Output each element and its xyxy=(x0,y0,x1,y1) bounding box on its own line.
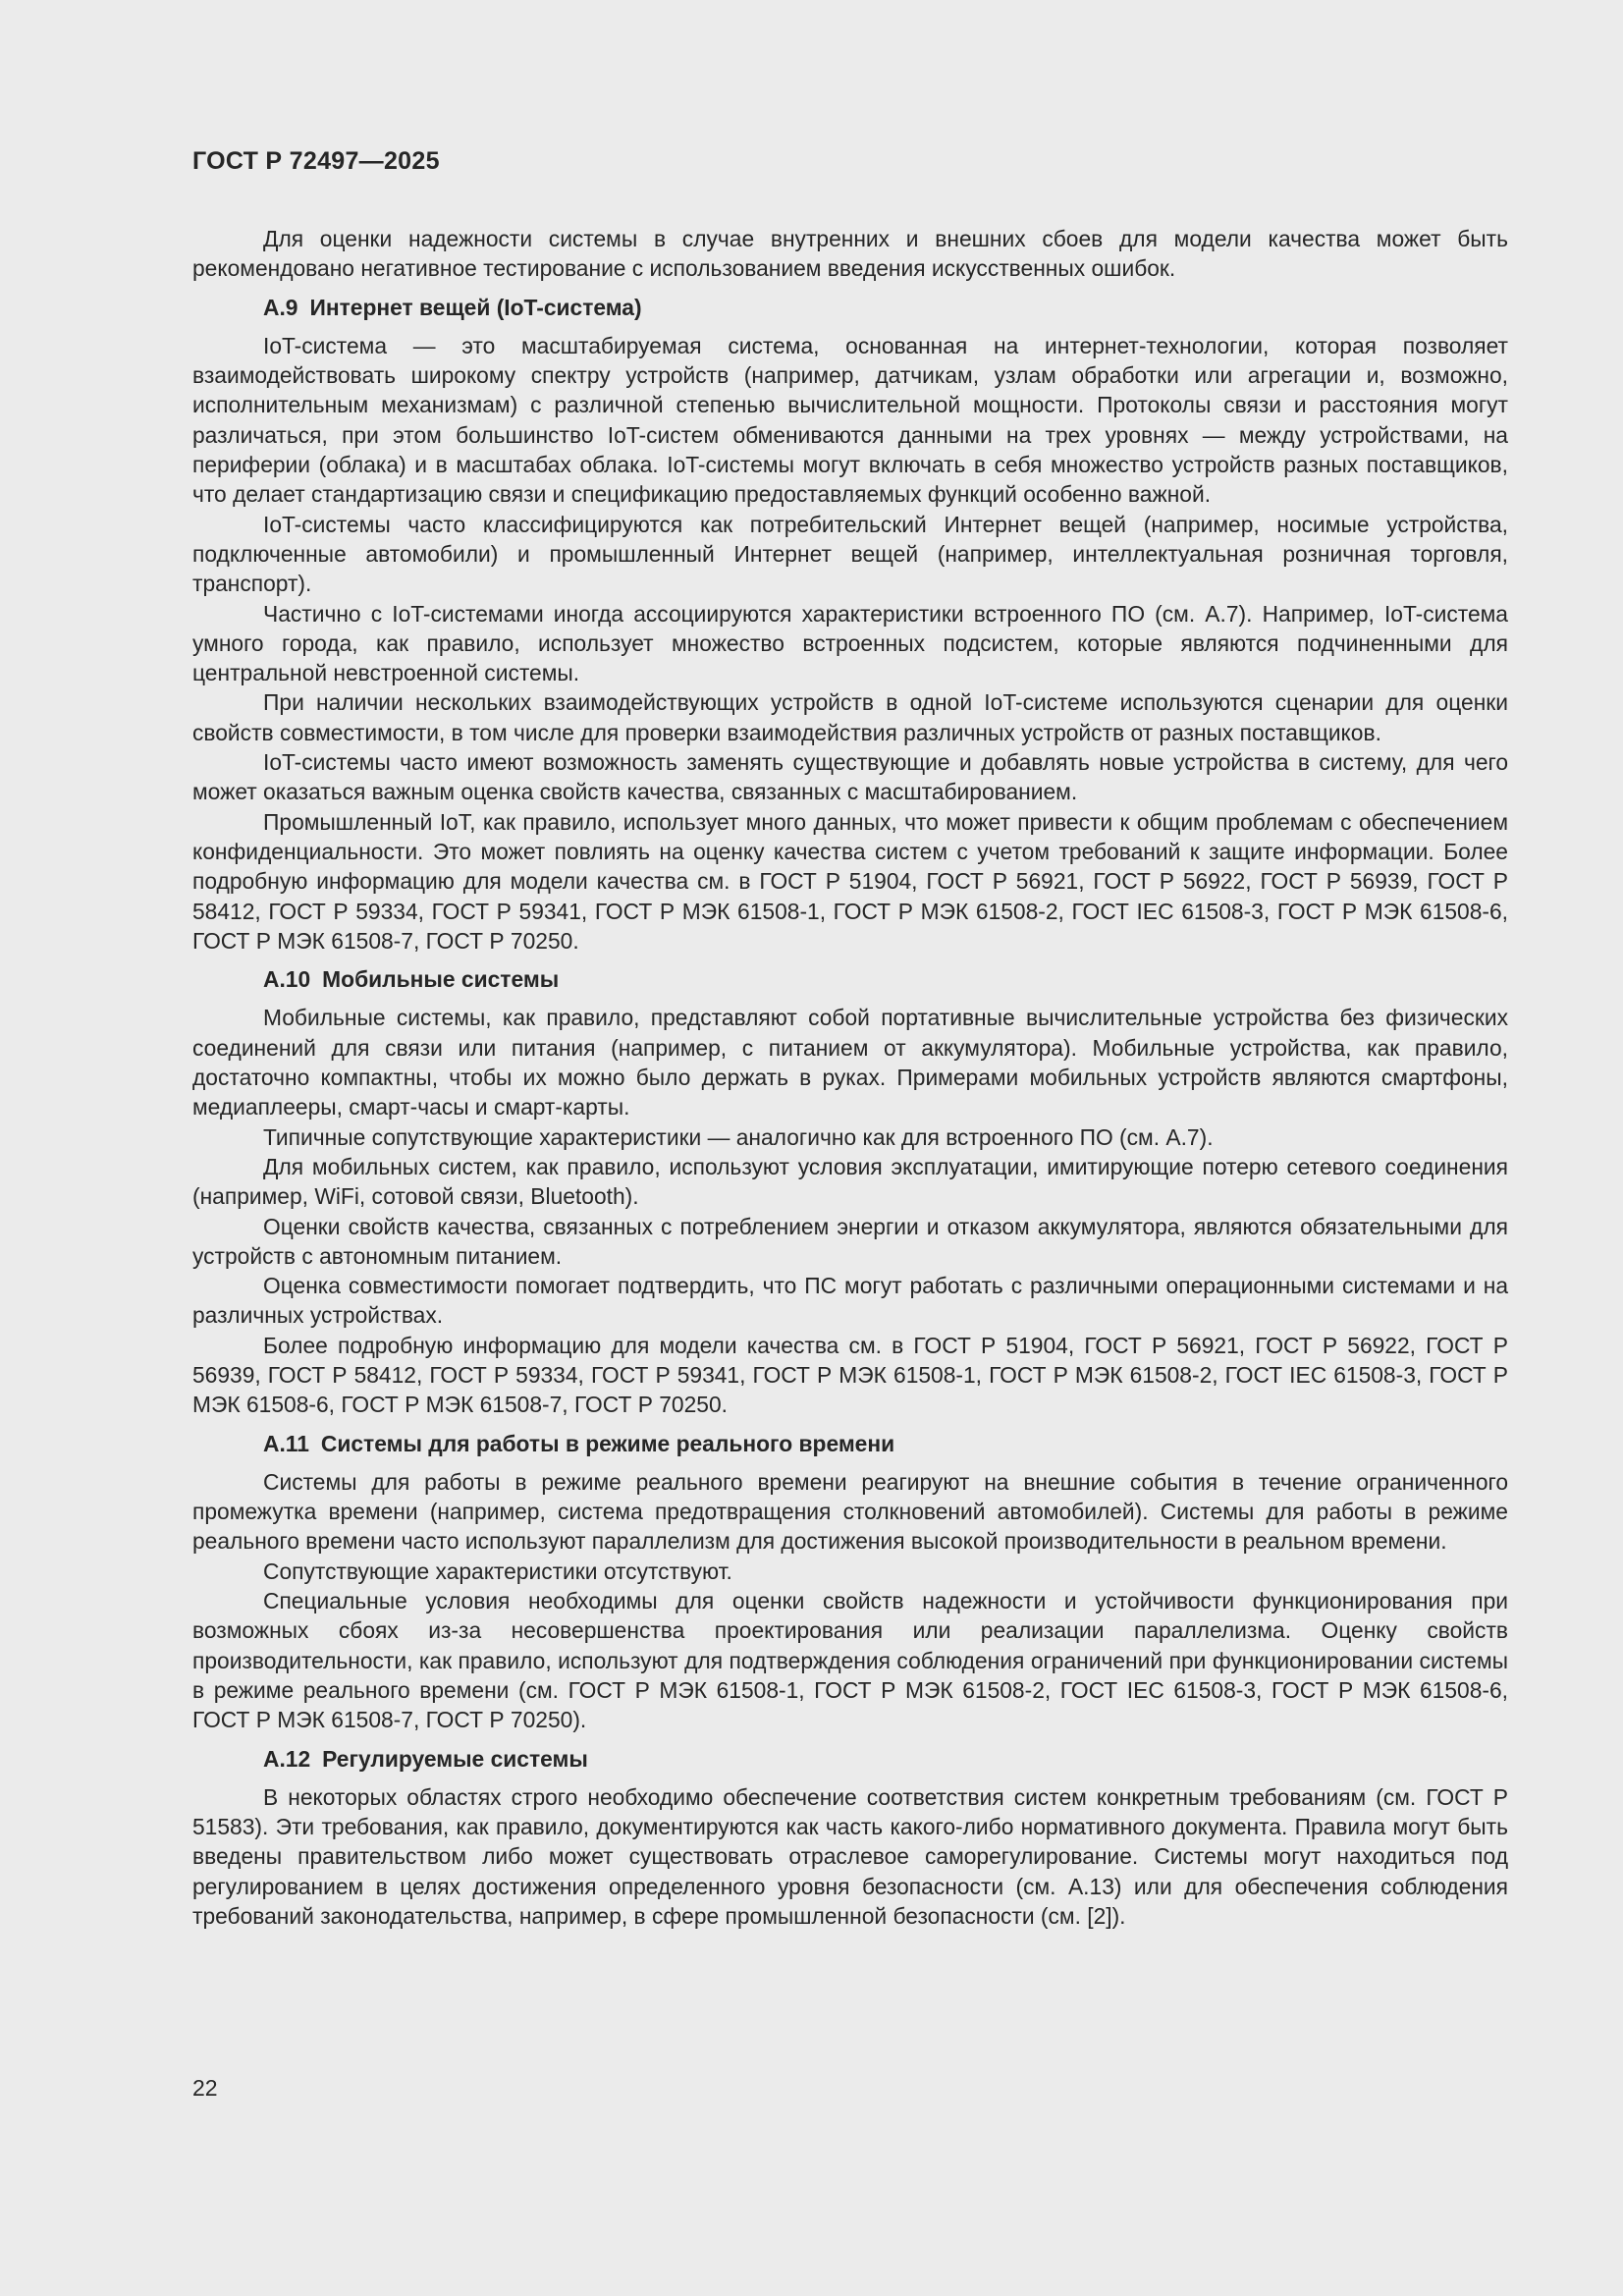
section-heading-a11 xyxy=(263,1429,1508,1458)
section-paragraph: Частично с IoT-системами иногда ассоциируются характеристики встроенного ПО (см. А.7). Например, IoT-система умного города, как правило, использует множество встроенных подсистем, которые являются подчиненными для центральной невстроенной системы. xyxy=(192,600,1508,686)
section-paragraph: В некоторых областях строго необходимо обеспечение соответствия систем конкретным требованиям (см. ГОСТ Р 51583). Эти требования, как правило, документируются как часть какого-либо нормативного документа. Правила могут быть введены правительством либо может существовать отраслевое саморегулирование. Системы могут находиться под регулированием в целях достижения определенного уровня безопасности (см. А.13) или для обеспечения соблюдения требований законодательства, например, в сфере промышленной безопасности (см. [2]). xyxy=(192,1783,1508,1930)
section-heading-a12 xyxy=(263,1744,1508,1774)
section-paragraph: Более подробную информацию для модели качества см. в ГОСТ Р 51904, ГОСТ Р 56921, ГОСТ Р 56922, ГОСТ Р 56939, ГОСТ Р 58412, ГОСТ Р 59334, ГОСТ Р 59341, ГОСТ Р МЭК 61508-1, ГОСТ Р МЭК 61508-2, ГОСТ IEC 61508-3, ГОСТ Р МЭК 61508-6, ГОСТ Р МЭК 61508-7, ГОСТ Р 70250. xyxy=(192,1332,1508,1418)
section-title: Регулируемые системы xyxy=(322,1745,588,1772)
section-paragraph: Системы для работы в режиме реального времени реагируют на внешние события в течение ограниченного промежутка времени (например, система предотвращения столкновений автомобилей). Системы для работы в режиме реального времени часто используют параллелизм для достижения высокой производительности в реальном времени. xyxy=(192,1468,1508,1555)
section-paragraph: При наличии нескольких взаимодействующих устройств в одной IoT-системе используются сценарии для оценки свойств совместимости, в том числе для проверки взаимодействия различных устройств от разных поставщиков. xyxy=(192,689,1508,745)
section-paragraph: Мобильные системы, как правило, представляют собой портативные вычислительные устройства без физических соединений для связи или питания (например, с питанием от аккумулятора). Мобильные устройства, как правило, достаточно компактны, чтобы их можно было держать в руках. Примерами мобильных устройств являются смартфоны, медиаплееры, смарт-часы и смарт-карты. xyxy=(192,1005,1508,1121)
section-paragraph: Промышленный IoT, как правило, использует много данных, что может привести к общим проблемам с обеспечением конфиденциальности. Это может повлиять на оценку качества систем с учетом требований к защите информации. Более подробную информацию для модели качества см. в ГОСТ Р 51904, ГОСТ Р 56921, ГОСТ Р 56922, ГОСТ Р 56939, ГОСТ Р 58412, ГОСТ Р 59334, ГОСТ Р 59341, ГОСТ Р МЭК 61508-1, ГОСТ Р МЭК 61508-2, ГОСТ IEC 61508-3, ГОСТ Р МЭК 61508-6, ГОСТ Р МЭК 61508-7, ГОСТ Р 70250. xyxy=(192,808,1508,954)
section-paragraph: Оценка совместимости помогает подтвердить, что ПС могут работать с различными операционными системами и на различных устройствах. xyxy=(192,1273,1508,1329)
section-number: А.9 xyxy=(263,294,298,320)
section-number: А.11 xyxy=(263,1430,309,1456)
standard-header: ГОСТ Р 72497—2025 xyxy=(192,147,440,175)
section-number: А.12 xyxy=(263,1745,311,1772)
section-paragraph: IoT-системы часто классифицируются как потребительский Интернет вещей (например, носимые устройства, подключенные автомобили) и промышленный Интернет вещей (например, интеллектуальная розничная торговля, транспорт). xyxy=(192,511,1508,597)
section-paragraph: Для мобильных систем, как правило, используют условия эксплуатации, имитирующие потерю сетевого соединения (например, WiFi, сотовой связи, Bluetooth). xyxy=(192,1153,1508,1210)
section-paragraph: Специальные условия необходимы для оценки свойств надежности и устойчивости функционирования при возможных сбоях из-за несовершенства проектирования или реализации параллелизма. Оценку свойств производительности, как правило, используют для подтверждения соблюдения ограничений при функционировании системы в режиме реального времени (см. ГОСТ Р МЭК 61508-1, ГОСТ Р МЭК 61508-2, ГОСТ IEC 61508-3, ГОСТ Р МЭК 61508-6, ГОСТ Р МЭК 61508-7, ГОСТ Р 70250). xyxy=(192,1588,1508,1733)
section-title: Интернет вещей (IoT-система) xyxy=(309,294,642,320)
section-paragraph: Типичные сопутствующие характеристики — аналогично как для встроенного ПО (см. А.7). xyxy=(263,1123,1214,1150)
page-content xyxy=(192,224,1508,1931)
section-paragraph: IoT-система — это масштабируемая система, основанная на интернет-технологии, которая позволяет взаимодействовать широкому спектру устройств (например, датчикам, узлам обработки или агрегации и, возможно, исполнительным механизмам) с различной степенью вычислительной мощности. Протоколы связи и расстояния могут различаться, при этом большинство IoT-систем обмениваются данными на трех уровнях — между устройствами, на периферии (облака) и в масштабах облака. IoT-системы могут включать в себя множество устройств разных поставщиков, что делает стандартизацию связи и спецификацию предоставляемых функций особенно важной. xyxy=(192,332,1508,508)
page-number: 22 xyxy=(192,2075,218,2101)
section-paragraph: Сопутствующие характеристики отсутствуют. xyxy=(263,1558,732,1584)
section-number: А.10 xyxy=(263,966,311,993)
intro-paragraph: Для оценки надежности системы в случае внутренних и внешних сбоев для модели качества может быть рекомендовано негативное тестирование с использованием введения искусственных ошибок. xyxy=(192,226,1508,282)
section-heading-a10 xyxy=(263,964,1508,994)
section-paragraph: Оценки свойств качества, связанных с потреблением энергии и отказом аккумулятора, являются обязательными для устройств с автономным питанием. xyxy=(192,1213,1508,1269)
section-title: Системы для работы в режиме реального времени xyxy=(320,1430,895,1456)
section-heading-a9 xyxy=(263,293,1508,322)
section-paragraph: IoT-системы часто имеют возможность заменять существующие и добавлять новые устройства в систему, для чего может оказаться важным оценка свойств качества, связанных с масштабированием. xyxy=(192,749,1508,805)
section-title: Мобильные системы xyxy=(322,966,560,993)
